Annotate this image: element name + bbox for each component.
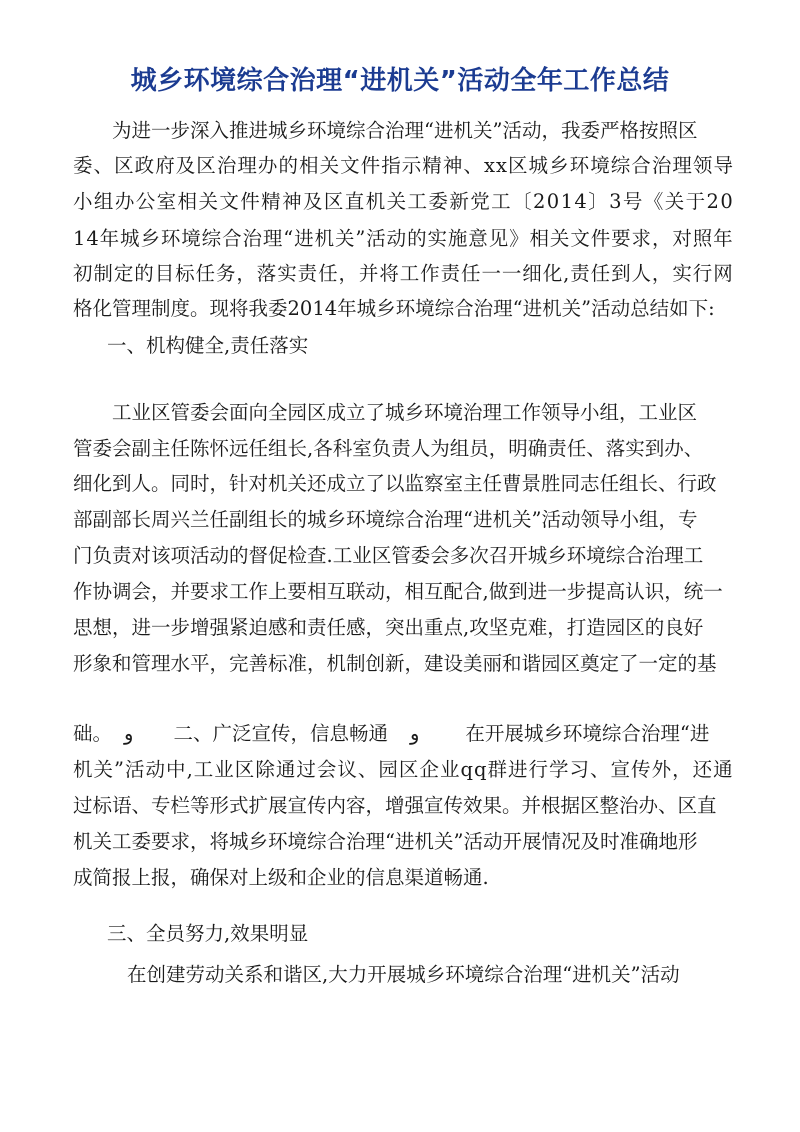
paragraph-line: 成简报上报，确保对上级和企业的信息渠道畅通. <box>73 866 489 889</box>
stray-glyph: و <box>124 722 134 745</box>
section-heading-2: 二、广泛宣传，信息畅通 <box>173 722 388 745</box>
section-heading-3: 三、全员努力,效果明显 <box>107 922 309 945</box>
paragraph-line: 机关工委要求，将城乡环境综合治理“进机关”活动开展情况及时准确地形 <box>73 830 698 853</box>
paragraph-line: 1 4 年 城 乡 环 境 综 合 治 理 “ 进 机 关 ” 活 动 的 实 施 意 见 》 相 关 文 件 要 求 ， 对 照 年 <box>73 227 733 250</box>
paragraph-line: 机 关 ” 活 动 中 , 工 业 区 除 通 过 会 议 、 园 区 企 业 q q 群 进 行 学 习 、 宣 传 外 ， 还 通 <box>73 758 733 781</box>
paragraph-line: 管委会副主任陈怀远任组长,各科室负责人为组员，明确责任、落实到办、 <box>73 437 704 460</box>
paragraph-line: 格化管理制度。现将我委2014年城乡环境综合治理“进机关”活动总结如下: <box>73 297 715 320</box>
paragraph-line: 小 组 办 公 室 相 关 文 件 精 神 及 区 直 机 关 工 委 新 党 工 〔 2 0 1 4 〕 3 号 《 关 于 2 0 <box>73 190 733 213</box>
section-heading-1: 一、机构健全,责任落实 <box>107 334 309 357</box>
paragraph-line: 为进一步深入推进城乡环境综合治理“进机关”活动，我委严格按照区 <box>112 119 698 142</box>
paragraph-start-text: 在开展城乡环境综合治理“进 <box>465 722 710 745</box>
paragraph-line: 思想，进一步增强紧迫感和责任感，突出重点,攻坚克难，打造园区的良好 <box>73 616 704 639</box>
stray-glyph: و <box>409 722 420 745</box>
paragraph-line: 初 制 定 的 目 标 任 务 ， 落 实 责 任 ， 并 将 工 作 责 任 一 一 细 化 , 责 任 到 人 ， 实 行 网 <box>73 262 733 285</box>
paragraph-line: 门负责对该项活动的督促检查.工业区管委会多次召开城乡环境综合治理工 <box>73 544 704 567</box>
paragraph-line: 过标语、专栏等形式扩展宣传内容，增强宣传效果。并根据区整治办、区直 <box>73 794 717 817</box>
paragraph-line: 作协调会，并要求工作上要相互联动，相互配合,做到进一步提高认识，统一 <box>73 580 723 603</box>
paragraph-line: 形象和管理水平，完善标准，机制创新，建设美丽和谐园区奠定了一定的基 <box>73 652 717 675</box>
paragraph-line: 委 、 区 政 府 及 区 治 理 办 的 相 关 文 件 指 示 精 神 、 x x 区 城 乡 环 境 综 合 治 理 领 导 <box>73 154 733 177</box>
paragraph-end-text: 础。 <box>73 722 113 745</box>
mixed-line <box>73 721 733 747</box>
paragraph-line: 细化到人。同时，针对机关还成立了以监察室主任曹景胜同志任组长、行政 <box>73 472 717 495</box>
paragraph-line: 在创建劳动关系和谐区,大力开展城乡环境综合治理“进机关”活动 <box>127 963 680 986</box>
document-title: 城乡环境综合治理“进机关”活动全年工作总结 <box>130 66 670 96</box>
paragraph-line: 工业区管委会面向全园区成立了城乡环境治理工作领导小组，工业区 <box>112 401 698 424</box>
paragraph-line: 部副部长周兴兰任副组长的城乡环境综合治理“进机关”活动领导小组，专 <box>73 508 698 531</box>
